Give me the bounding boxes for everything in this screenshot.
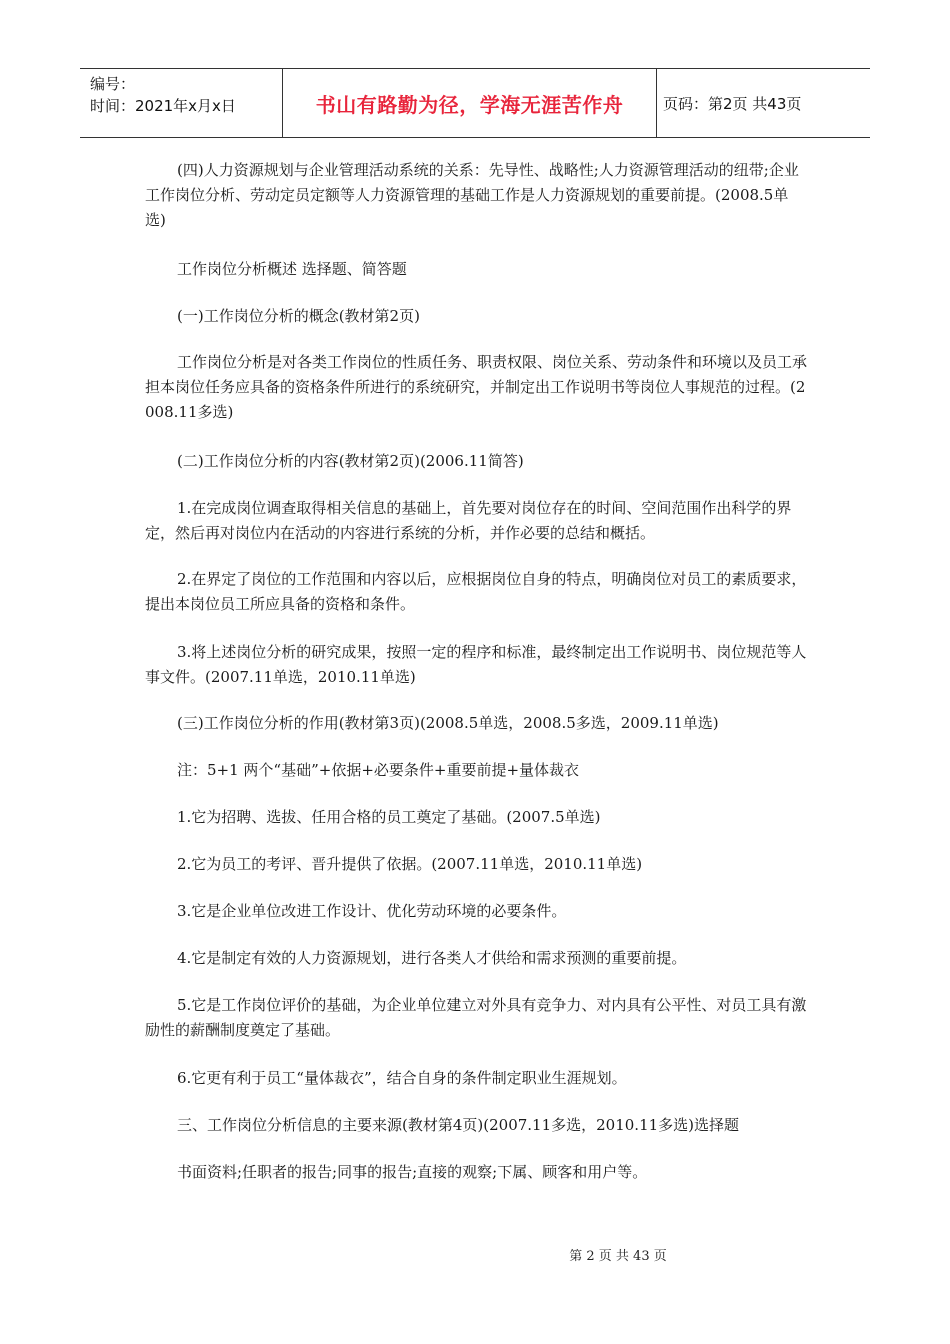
code-label: 编号： [90, 75, 136, 93]
paragraph-13: 3.它是企业单位改进工作设计、优化劳动环境的必要条件。 [177, 902, 567, 920]
paragraph-14: 4.它是制定有效的人力资源规划，进行各类人才供给和需求预测的重要前提。 [177, 949, 687, 967]
paragraph-5: (二)工作岗位分析的内容(教材第2页)(2006.11简答) [177, 452, 524, 470]
page-footer: 第 2 页 共 43 页 [569, 1249, 667, 1264]
paragraph-9: (三)工作岗位分析的作用(教材第3页)(2008.5单选，2008.5多选，2009.11单选) [177, 714, 719, 732]
paragraph-17: 三、工作岗位分析信息的主要来源(教材第4页)(2007.11多选，2010.11多选)选择题 [177, 1116, 740, 1134]
page-header [80, 68, 870, 138]
paragraph-12: 2.它为员工的考评、晋升提供了依据。(2007.11单选，2010.11单选) [177, 855, 643, 873]
paragraph-3: (一)工作岗位分析的概念(教材第2页) [177, 307, 420, 325]
paragraph-10: 注：5+1 两个“基础”+依据+必要条件+重要前提+量体裁衣 [177, 761, 580, 779]
paragraph-4: 工作岗位分析是对各类工作岗位的性质任务、职责权限、岗位关系、劳动条件和环境以及员工承担本岗位任务应具备的资格条件所进行的系统研究，并制定出工作说明书等岗位人事规范的过程。(2008.11多选) [145, 353, 808, 421]
paragraph-7: 2.在界定了岗位的工作范围和内容以后，应根据岗位自身的特点，明确岗位对员工的素质要求，提出本岗位员工所应具备的资格和条件。 [145, 570, 807, 613]
paragraph-11: 1.它为招聘、选拔、任用合格的员工奠定了基础。(2007.5单选) [177, 808, 601, 826]
page-label: 页码：第2页 共43页 [663, 94, 802, 113]
time-label: 时间：2021年x月x日 [90, 97, 236, 115]
paragraph-1: (四)人力资源规划与企业管理活动系统的关系：先导性、战略性;人力资源管理活动的纽带;企业工作岗位分析、劳动定员定额等人力资源管理的基础工作是人力资源规划的重要前提。(2008.5单选) [145, 161, 799, 229]
paragraph-6: 1.在完成岗位调查取得相关信息的基础上，首先要对岗位存在的时间、空间范围作出科学的界定，然后再对岗位内在活动的内容进行系统的分析，并作必要的总结和概括。 [145, 499, 792, 542]
paragraph-8: 3.将上述岗位分析的研究成果，按照一定的程序和标准，最终制定出工作说明书、岗位规范等人事文件。(2007.11单选，2010.11单选) [145, 643, 807, 686]
paragraph-15: 5.它是工作岗位评价的基础，为企业单位建立对外具有竞争力、对内具有公平性、对员工具有激励性的薪酬制度奠定了基础。 [145, 996, 807, 1039]
paragraph-18: 书面资料;任职者的报告;同事的报告;直接的观察;下属、顾客和用户等。 [177, 1163, 648, 1181]
paragraph-16: 6.它更有利于员工“量体裁衣”，结合自身的条件制定职业生涯规划。 [177, 1069, 627, 1087]
header-left-cell [80, 69, 282, 137]
motto: 书山有路勤为径，学海无涯苦作舟 [282, 69, 657, 137]
paragraph-2: 工作岗位分析概述 选择题、简答题 [177, 260, 407, 278]
